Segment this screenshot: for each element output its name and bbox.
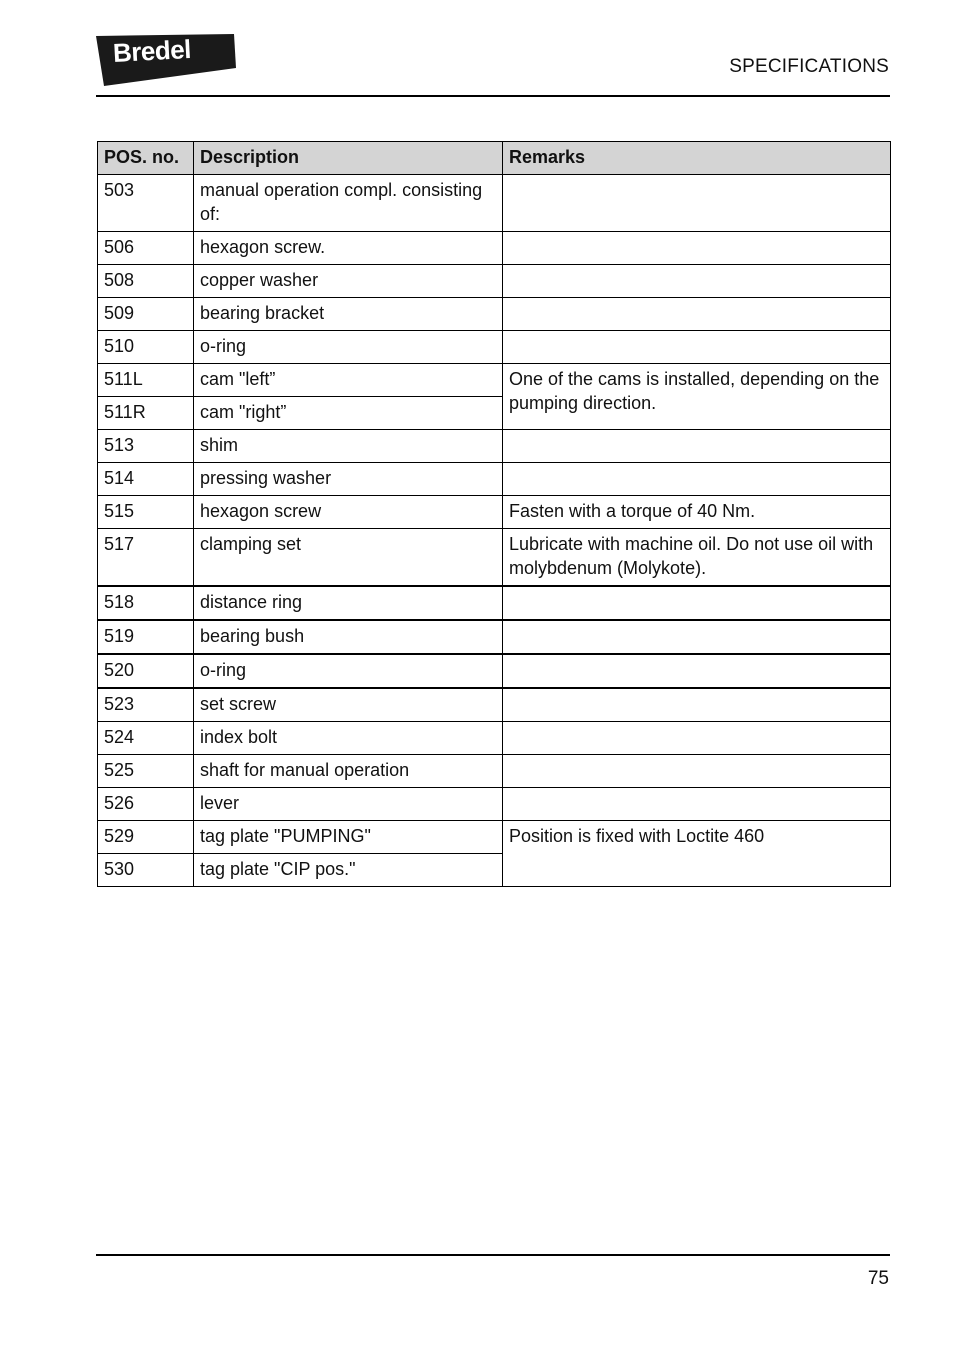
cell-remarks [503, 232, 891, 265]
cell-remarks [503, 331, 891, 364]
cell-remarks [503, 788, 891, 821]
cell-pos: 524 [98, 722, 194, 755]
column-header-pos: POS. no. [98, 142, 194, 175]
cell-description: cam "left” [194, 364, 503, 397]
cell-description: manual operation compl. consisting of: [194, 175, 503, 232]
cell-remarks [503, 430, 891, 463]
cell-remarks: One of the cams is installed, depending on the pumping direction. [503, 364, 891, 430]
cell-description: bearing bracket [194, 298, 503, 331]
table-row [98, 654, 891, 688]
table-row [98, 529, 891, 587]
cell-pos: 503 [98, 175, 194, 232]
table-row [98, 232, 891, 265]
table-row [98, 496, 891, 529]
cell-pos: 523 [98, 688, 194, 722]
cell-description: hexagon screw. [194, 232, 503, 265]
logo-text: Bredel [112, 33, 192, 68]
table-row [98, 620, 891, 654]
cell-pos: 509 [98, 298, 194, 331]
cell-pos: 514 [98, 463, 194, 496]
spec-table [97, 141, 891, 887]
table-row [98, 331, 891, 364]
cell-remarks [503, 265, 891, 298]
cell-remarks [503, 586, 891, 620]
cell-pos: 515 [98, 496, 194, 529]
page-number: 75 [867, 1268, 889, 1289]
cell-pos: 517 [98, 529, 194, 587]
cell-pos: 525 [98, 755, 194, 788]
cell-remarks: Fasten with a torque of 40 Nm. [503, 496, 891, 529]
bredel-logo [96, 34, 236, 86]
cell-description: shim [194, 430, 503, 463]
table-row [98, 688, 891, 722]
cell-remarks [503, 298, 891, 331]
header-rule [96, 95, 890, 97]
cell-remarks [503, 654, 891, 688]
cell-description: tag plate "PUMPING" [194, 821, 503, 854]
cell-remarks: Position is fixed with Loctite 460 [503, 821, 891, 887]
table-row [98, 430, 891, 463]
cell-description: cam "right” [194, 397, 503, 430]
cell-description: clamping set [194, 529, 503, 587]
cell-remarks [503, 175, 891, 232]
column-header-description: Description [194, 142, 503, 175]
cell-remarks [503, 620, 891, 654]
cell-description: o-ring [194, 331, 503, 364]
table-row [98, 265, 891, 298]
cell-description: tag plate "CIP pos." [194, 854, 503, 887]
table-row [98, 175, 891, 232]
cell-pos: 519 [98, 620, 194, 654]
cell-description: shaft for manual operation [194, 755, 503, 788]
cell-description: lever [194, 788, 503, 821]
cell-description: pressing washer [194, 463, 503, 496]
table-row [98, 722, 891, 755]
table-row [98, 364, 891, 397]
table-header-row [98, 142, 891, 175]
cell-pos: 529 [98, 821, 194, 854]
cell-pos: 520 [98, 654, 194, 688]
cell-description: copper washer [194, 265, 503, 298]
table-row [98, 586, 891, 620]
table-row [98, 298, 891, 331]
cell-description: index bolt [194, 722, 503, 755]
column-header-remarks: Remarks [503, 142, 891, 175]
cell-description: bearing bush [194, 620, 503, 654]
cell-remarks [503, 688, 891, 722]
cell-description: set screw [194, 688, 503, 722]
cell-pos: 530 [98, 854, 194, 887]
cell-pos: 526 [98, 788, 194, 821]
cell-pos: 511L [98, 364, 194, 397]
cell-pos: 508 [98, 265, 194, 298]
cell-pos: 511R [98, 397, 194, 430]
cell-pos: 506 [98, 232, 194, 265]
table-row [98, 755, 891, 788]
table-row [98, 821, 891, 854]
cell-remarks [503, 463, 891, 496]
cell-pos: 510 [98, 331, 194, 364]
cell-remarks: Lubricate with machine oil. Do not use oil with molybdenum (Molykote). [503, 529, 891, 587]
cell-description: distance ring [194, 586, 503, 620]
cell-description: o-ring [194, 654, 503, 688]
cell-description: hexagon screw [194, 496, 503, 529]
cell-remarks [503, 722, 891, 755]
footer-rule [96, 1254, 890, 1256]
table-row [98, 463, 891, 496]
cell-remarks [503, 755, 891, 788]
cell-pos: 518 [98, 586, 194, 620]
table-row [98, 788, 891, 821]
cell-pos: 513 [98, 430, 194, 463]
section-title: SPECIFICATIONS [729, 56, 889, 77]
